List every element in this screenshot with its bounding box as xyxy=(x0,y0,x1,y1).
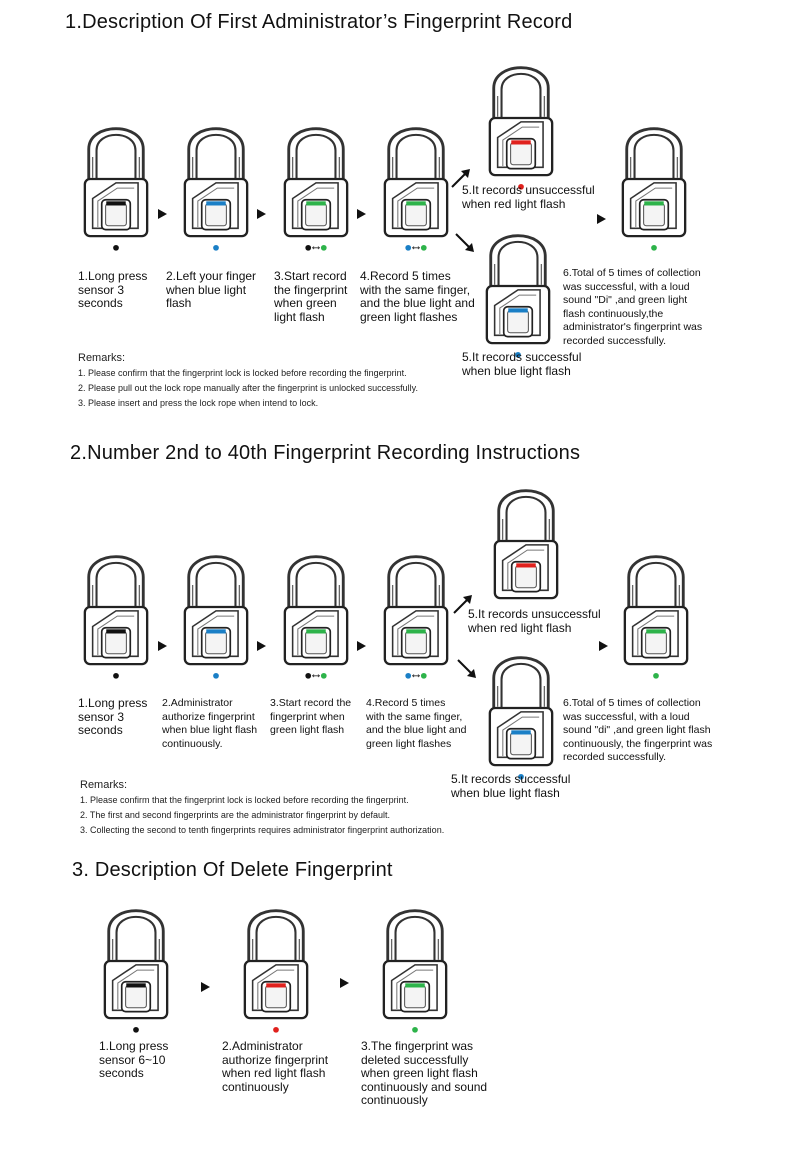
step-2-caption: 2.Administrator authorize fingerprint when red light flash continuously xyxy=(222,1039,329,1094)
padlock-icon xyxy=(77,118,155,253)
step-6-caption: 6.Total of 5 times of collection was successful, with a loud sound "Di" ,and green light flash continuously,the administrator's fingerprint was recorded successfully. xyxy=(563,267,703,347)
remark-item: 1. Please confirm that the fingerprint lock is locked before recording the fingerprint. xyxy=(78,368,407,378)
step-1-caption: 1.Long press sensor 6~10 seconds xyxy=(99,1039,169,1080)
step-2-caption: 2.Administrator authorize fingerprint when blue light flash continuously. xyxy=(162,697,258,750)
step-1-caption: 1.Long press sensor 3 seconds xyxy=(78,696,148,737)
padlock-icon xyxy=(277,118,355,253)
arrow-down-right-icon xyxy=(456,658,478,680)
remarks-title: Remarks: xyxy=(80,779,128,791)
padlock-icon xyxy=(615,118,693,253)
padlock-icon xyxy=(482,57,560,192)
padlock-icon xyxy=(377,546,455,681)
remark-item: 2. Please pull out the lock rope manually after the fingerprint is unlocked successfully. xyxy=(78,383,419,393)
arrow-right-icon xyxy=(158,641,167,651)
padlock-icon xyxy=(77,546,155,681)
arrow-right-icon xyxy=(257,641,266,651)
arrow-right-icon xyxy=(340,978,349,988)
remark-item: 3. Collecting the second to tenth fingerprints requires administrator fingerprint authorization. xyxy=(80,825,445,835)
section-1-title: 1.Description Of First Administrator’s Fingerprint Record xyxy=(65,11,573,33)
padlock-icon xyxy=(377,118,455,253)
arrow-right-icon xyxy=(257,209,266,219)
remarks-section-1 xyxy=(78,350,418,411)
padlock-icon xyxy=(479,225,557,360)
padlock-icon xyxy=(487,480,565,615)
remarks-title: Remarks: xyxy=(78,352,126,364)
step-5-success-caption: 5.It records successful when blue light flash xyxy=(451,772,571,800)
step-3-caption: 3.Start record the fingerprint when green light flash xyxy=(274,269,348,324)
padlock-icon xyxy=(617,546,695,681)
arrow-right-icon xyxy=(357,209,366,219)
section-3-title: 3. Description Of Delete Fingerprint xyxy=(72,859,393,881)
step-5-fail-caption: 5.It records unsuccessful when red light flash xyxy=(468,607,601,635)
section-2-title: 2.Number 2nd to 40th Fingerprint Recording Instructions xyxy=(70,442,581,464)
step-2-caption: 2.Left your finger when blue light flash xyxy=(166,269,257,310)
remark-item: 2. The first and second fingerprints are the administrator fingerprint by default. xyxy=(80,810,390,820)
padlock-icon xyxy=(237,900,315,1035)
step-4-caption: 4.Record 5 times with the same finger, and the blue light and green light flashes xyxy=(360,269,475,324)
arrow-right-icon xyxy=(201,982,210,992)
step-3-caption: 3.Start record the fingerprint when green light flash xyxy=(270,697,352,736)
padlock-icon xyxy=(482,647,560,782)
padlock-icon xyxy=(277,546,355,681)
arrow-right-icon xyxy=(599,641,608,651)
remark-item: 1. Please confirm that the fingerprint lock is locked before recording the fingerprint. xyxy=(80,795,409,805)
arrow-right-icon xyxy=(597,214,606,224)
arrow-right-icon xyxy=(357,641,366,651)
padlock-icon xyxy=(97,900,175,1035)
remarks-section-2 xyxy=(80,777,444,838)
remark-item: 3. Please insert and press the lock rope when intend to lock. xyxy=(78,398,319,408)
arrow-right-icon xyxy=(158,209,167,219)
step-3-caption: 3.The fingerprint was deleted successfully when green light flash continuously and sound continuously xyxy=(361,1039,488,1107)
padlock-icon xyxy=(177,546,255,681)
step-1-caption: 1.Long press sensor 3 seconds xyxy=(78,269,148,310)
padlock-icon xyxy=(177,118,255,253)
step-5-success-caption: 5.It records successful when blue light flash xyxy=(462,350,582,378)
step-4-caption: 4.Record 5 times with the same finger, and the blue light and green light flashes xyxy=(366,697,467,750)
padlock-icon xyxy=(376,900,454,1035)
arrow-down-right-icon xyxy=(454,232,476,254)
step-6-caption: 6.Total of 5 times of collection was successful, with a loud sound "di" ,and green light flash continuously, the fingerprint was recorded successfully. xyxy=(563,697,713,763)
step-5-fail-caption: 5.It records unsuccessful when red light flash xyxy=(462,183,595,211)
